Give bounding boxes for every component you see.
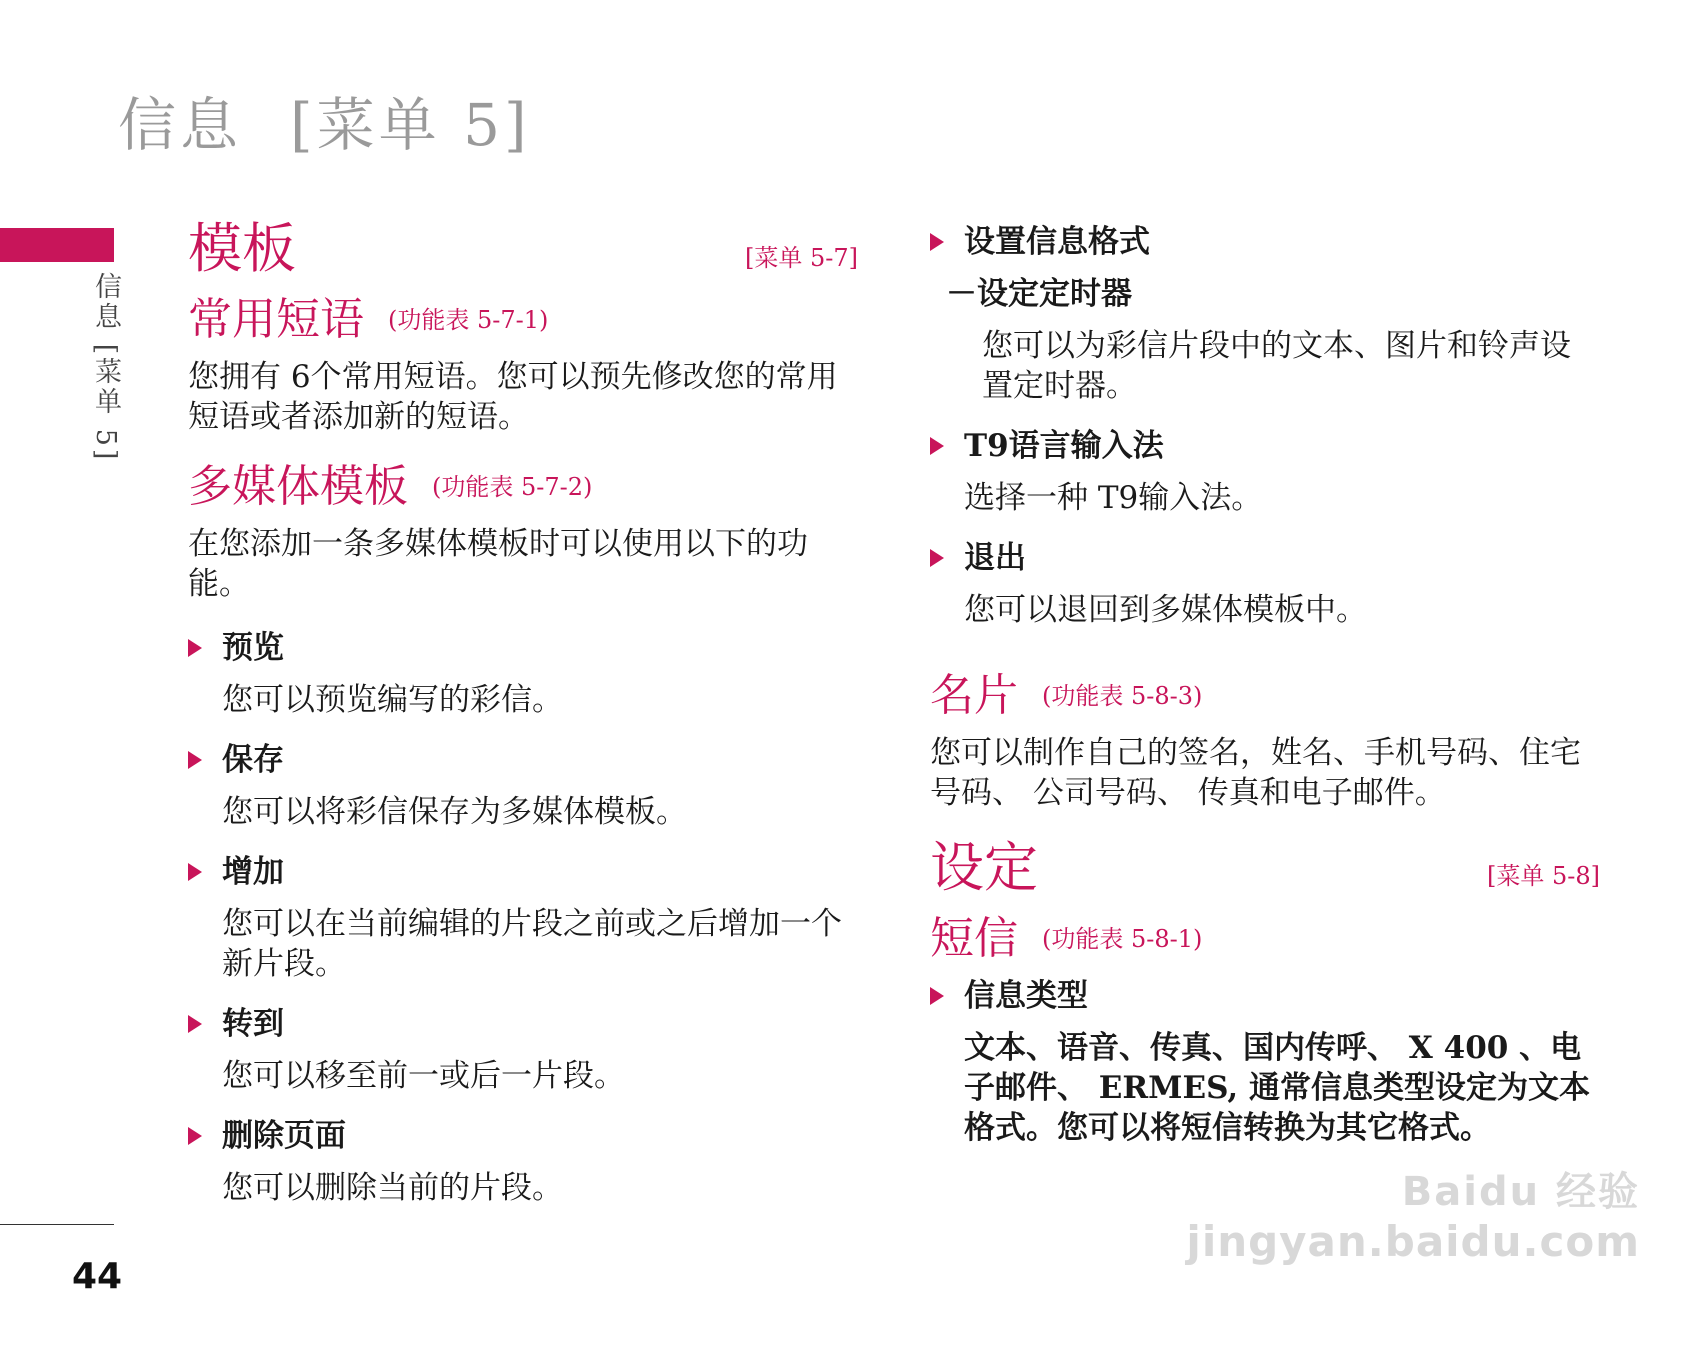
right-column <box>930 218 1600 1168</box>
section-title-settings <box>930 837 1600 899</box>
bullet-arrow-icon <box>188 1127 202 1145</box>
watermark <box>1186 1160 1640 1266</box>
settings-title: 设定 <box>930 835 1038 899</box>
sms-func-ref: (功能表 5-8-1) <box>1042 924 1203 953</box>
mms-template-heading <box>188 461 858 514</box>
item-delete-page-body: 您可以删除当前的片段。 <box>222 1169 563 1206</box>
bullet-arrow-icon <box>930 987 944 1005</box>
item-t9-body: 选择一种 T9输入法。 <box>964 480 1263 516</box>
watermark-brand: Baidu 经验 <box>1401 1169 1640 1215</box>
phrases-heading <box>188 294 858 347</box>
phrases-text: 您拥有 6个常用短语。您可以预先修改您的常用短语或者添加新的短语。 <box>188 358 838 435</box>
namecard-heading <box>930 670 1600 723</box>
item-add-head: 增加 <box>222 853 284 890</box>
side-chapter-label: 信息 [菜单 5] <box>90 272 121 463</box>
timer-body: 您可以为彩信片段中的文本、图片和铃声设置定时器。 <box>982 328 1571 404</box>
item-msg-type <box>930 976 1600 1016</box>
settings-menu-ref: [菜单 5-8] <box>1486 862 1600 891</box>
sms-heading <box>930 913 1600 966</box>
bullet-arrow-icon <box>188 1015 202 1033</box>
bullet-arrow-icon <box>930 233 944 251</box>
namecard-title: 名片 <box>930 670 1018 721</box>
namecard-text: 您可以制作自己的签名，姓名、手机号码、住宅号码、 公司号码、 传真和电子邮件。 <box>930 734 1581 811</box>
bullet-arrow-icon <box>188 751 202 769</box>
page-number: 44 <box>72 1256 123 1297</box>
item-save-head: 保存 <box>222 741 284 778</box>
bullet-arrow-icon <box>930 549 944 567</box>
item-add-body: 您可以在当前编辑的片段之前或之后增加一个新片段。 <box>222 905 842 982</box>
namecard-func-ref: (功能表 5-8-3) <box>1042 682 1203 710</box>
item-exit-head: 退出 <box>964 540 1026 576</box>
item-save-body: 您可以将彩信保存为多媒体模板。 <box>222 793 687 830</box>
item-msg-type-head: 信息类型 <box>964 977 1088 1014</box>
item-delete-page <box>188 1116 858 1156</box>
item-save <box>188 740 858 780</box>
mms-template-text: 在您添加一条多媒体模板时可以使用以下的功能。 <box>188 525 808 602</box>
item-goto <box>188 1004 858 1044</box>
item-t9-head: T9语言输入法 <box>964 428 1164 464</box>
item-preview-head: 预览 <box>222 629 284 666</box>
item-set-format-head: 设置信息格式 <box>964 224 1150 260</box>
item-msg-type-body: 文本、语音、传真、国内传呼、 X 400 、电子邮件、 ERMES, 通常信息类型设定为文本格式。您可以将短信转换为其它格式。 <box>964 1029 1590 1146</box>
phrases-func-ref: (功能表 5-7-1) <box>388 306 549 335</box>
phrases-title: 常用短语 <box>188 294 364 346</box>
chapter-tab <box>0 228 114 262</box>
footer-rule <box>0 1224 114 1225</box>
left-column <box>188 218 858 1228</box>
item-add <box>188 852 858 892</box>
bullet-arrow-icon <box>188 863 202 881</box>
item-exit <box>930 538 1600 578</box>
template-menu-ref: [菜单 5-7] <box>744 243 858 272</box>
header-section: 信息 <box>118 91 243 159</box>
mms-template-func-ref: (功能表 5-7-2) <box>432 472 593 501</box>
header-menu: [菜单 5] <box>290 91 531 159</box>
item-preview <box>188 628 858 668</box>
mms-template-title: 多媒体模板 <box>188 460 408 512</box>
item-goto-head: 转到 <box>222 1005 284 1042</box>
template-title: 模板 <box>188 217 296 280</box>
sms-title: 短信 <box>930 912 1018 964</box>
bullet-arrow-icon <box>930 437 944 455</box>
item-t9 <box>930 426 1600 466</box>
section-title-template <box>188 218 858 280</box>
item-goto-body: 您可以移至前一或后一片段。 <box>222 1057 625 1094</box>
page-header <box>118 78 531 162</box>
bullet-arrow-icon <box>188 639 202 657</box>
item-delete-page-head: 删除页面 <box>222 1117 346 1154</box>
watermark-url: jingyan.baidu.com <box>1186 1217 1640 1266</box>
item-set-format <box>930 222 1600 262</box>
item-exit-body: 您可以退回到多媒体模板中。 <box>964 592 1367 628</box>
item-preview-body: 您可以预览编写的彩信。 <box>222 681 563 718</box>
timer-subheading: －设定定时器 <box>946 276 1132 312</box>
